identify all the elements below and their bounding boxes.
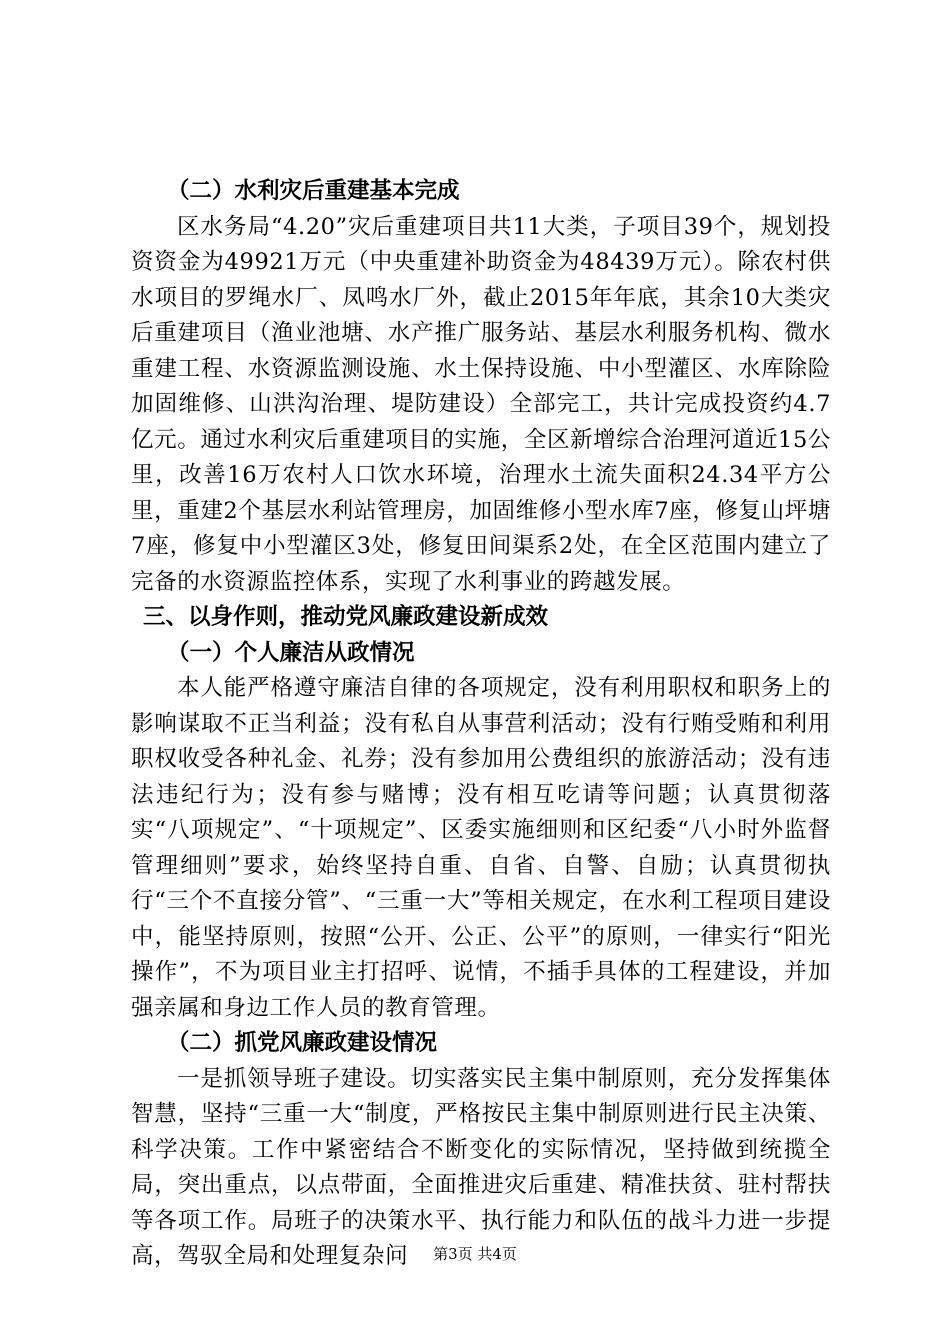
document-body xyxy=(131,174,831,1275)
section-heading-water-rebuild: （二）水利灾后重建基本完成 xyxy=(167,178,460,204)
paragraph-water-rebuild: 区水务局“4.20”灾后重建项目共11大类，子项目39个，规划投资资金为49921万元（中央重建补助资金为48439万元）。除农村供水项目的罗绳水厂、凤鸣水厂外，截止2015年年底，其余10大类灾后重建项目（渔业池塘、水产推广服务站、基层水利服务机构、微水重建工程、水资源监测设施、水土保持设施、中小型灌区、水库除险加固维修、山洪沟治理、堤防建设）全部完工，共计完成投资约4.7亿元。通过水利灾后重建项目的实施，全区新增综合治理河道近15公里，改善16万农村人口饮水环境，治理水土流失面积24.34平方公里，重建2个基层水利站管理房，加固维修小型水库7座，修复山坪塘7座，修复中小型灌区3处，修复田间渠系2处，在全区范围内建立了完备的水资源监控体系，实现了水利事业的跨越发展。 xyxy=(131,213,831,595)
page-number-footer: 第3页 共4页 xyxy=(433,1245,517,1263)
subsection-heading-party-building: （二）抓党风廉政建设情况 xyxy=(167,1030,438,1056)
paragraph-party-building: 一是抓领导班子建设。切实落实民主集中制原则，充分发挥集体智慧，坚持“三重一大“制度，严格按民主集中制原则进行民主决策、科学决策。工作中紧密结合不断变化的实际情况，坚持做到统揽全局，突出重点，以点带面，全面推进灾后重建、精准扶贫、驻村帮扶等各项工作。局班子的决策水平、执行能力和队伍的战斗力进一步提高，驾驭全局和处理复杂问 xyxy=(131,1065,831,1269)
section-heading-party-integrity: 三、以身作则，推动党风廉政建设新成效 xyxy=(143,604,549,630)
subsection-heading-personal-integrity: （一）个人廉洁从政情况 xyxy=(167,639,415,666)
paragraph-personal-integrity: 本人能严格遵守廉洁自律的各项规定，没有利用职权和职务上的影响谋取不正当利益；没有私自从事营利活动；没有行贿受贿和利用职权收受各种礼金、礼券；没有参加用公费组织的旅游活动；没有违法违纪行为；没有参与赌博；没有相互吃请等问题；认真贯彻落实“八项规定”、“十项规定”、区委实施细则和区纪委“八小时外监督管理细则”要求，始终坚持自重、自省、自警、自励；认真贯彻执行“三个不直接分管”、“三重一大”等相关规定，在水利工程项目建设中，能坚持原则，按照“公开、公正、公平”的原则，一律实行“阳光操作”，不为项目业主打招呼、说情，不插手具体的工程建设，并加强亲属和身边工作人员的教育管理。 xyxy=(131,675,831,1021)
